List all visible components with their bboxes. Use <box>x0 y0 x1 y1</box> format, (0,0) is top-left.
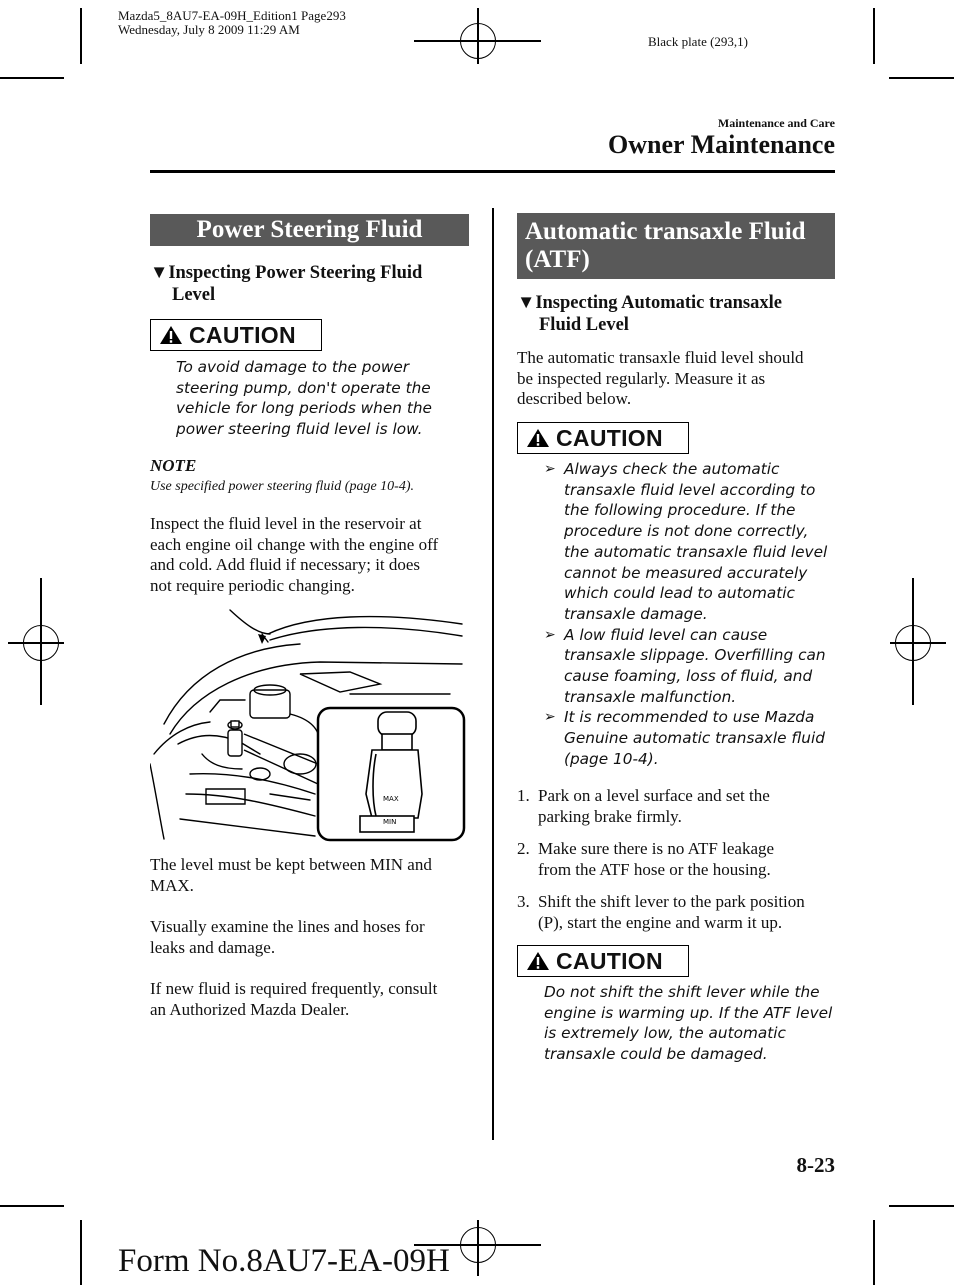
caution-bullet: ➢ It is recommended to use Mazda Genuine automatic transaxle fluid (page 10-4). <box>544 708 825 768</box>
arrow-bullet-icon: ➢ <box>544 709 556 726</box>
atf-intro: The automatic transaxle fluid level should be inspected regularly. Measure it as described below. <box>517 348 804 409</box>
note-label: NOTE <box>150 456 197 475</box>
min-label: MIN <box>383 818 397 826</box>
page-title: Owner Maintenance <box>608 130 835 159</box>
power-steering-para-1: Inspect the fluid level in the reservoir at each engine oil change with the engine off and cold. Add fluid if necessary; it does not require periodic changing. <box>150 514 439 595</box>
column-divider <box>492 208 494 1140</box>
caution-bullets-atf <box>544 459 836 770</box>
atf-step-3: 3. Shift the shift lever to the park position (P), start the engine and warm it up. <box>517 892 805 932</box>
warning-icon <box>526 428 550 448</box>
header-rule <box>150 170 835 173</box>
caution-box-atf-1: CAUTION <box>517 422 689 454</box>
power-steering-para-4: If new fluid is required frequently, consult an Authorized Mazda Dealer. <box>150 979 438 1019</box>
caution-text-atf-2: Do not shift the shift lever while the engine is warming up. If the ATF level is extremely low, the automatic transaxle could be damaged. <box>544 983 833 1064</box>
caution-box-atf-2: CAUTION <box>517 945 689 977</box>
power-steering-para-3: Visually examine the lines and hoses for leaks and damage. <box>150 917 425 957</box>
atf-subheading: ▼Inspecting Automatic transaxle Fluid Level <box>517 293 782 335</box>
atf-step-2: 2. Make sure there is no ATF leakage from the ATF hose or the housing. <box>517 839 775 879</box>
power-steering-subheading: ▼Inspecting Power Steering Fluid Level <box>150 263 423 305</box>
print-file-line: Mazda5_8AU7-EA-09H_Edition1 Page293 <box>118 8 346 23</box>
power-steering-para-2: The level must be kept between MIN and MAX. <box>150 855 432 895</box>
arrow-bullet-icon: ➢ <box>544 626 556 643</box>
warning-icon <box>526 951 550 971</box>
page-number: 8-23 <box>796 1153 835 1177</box>
caution-bullet: ➢ Always check the automatic transaxle fluid level according to the following procedure. If the procedure is not done correctly, the automatic transaxle fluid level cannot be measured accurately which could lead to automatic transaxle damage. <box>544 460 828 623</box>
atf-heading: Automatic transaxle Fluid (ATF) <box>517 213 835 279</box>
arrow-bullet-icon: ➢ <box>544 461 556 477</box>
section-label: Maintenance and Care <box>717 116 835 130</box>
power-steering-reservoir-illustration <box>150 604 470 844</box>
power-steering-heading: Power Steering Fluid <box>150 214 469 246</box>
print-date-line: Wednesday, July 8 2009 11:29 AM <box>118 22 300 37</box>
caution-box-power-steering: CAUTION <box>150 319 322 351</box>
note-text: Use specified power steering fluid (page 10-4). <box>150 479 415 494</box>
caution-text-power-steering: To avoid damage to the power steering pump, don't operate the vehicle for long periods when the power steering fluid level is low. <box>176 358 432 439</box>
warning-icon <box>159 325 183 345</box>
caution-bullet: ➢ A low fluid level can cause transaxle slippage. Overfilling can cause foaming, loss of fluid, and transaxle malfunction. <box>544 625 826 706</box>
atf-step-1: 1. Park on a level surface and set the parking brake firmly. <box>517 786 770 826</box>
plate-label: Black plate (293,1) <box>648 34 748 49</box>
triangle-down-icon: ▼ <box>517 293 536 313</box>
form-number: Form No.8AU7-EA-09H <box>118 1243 450 1279</box>
triangle-down-icon: ▼ <box>150 263 169 283</box>
max-label: MAX <box>383 795 399 803</box>
